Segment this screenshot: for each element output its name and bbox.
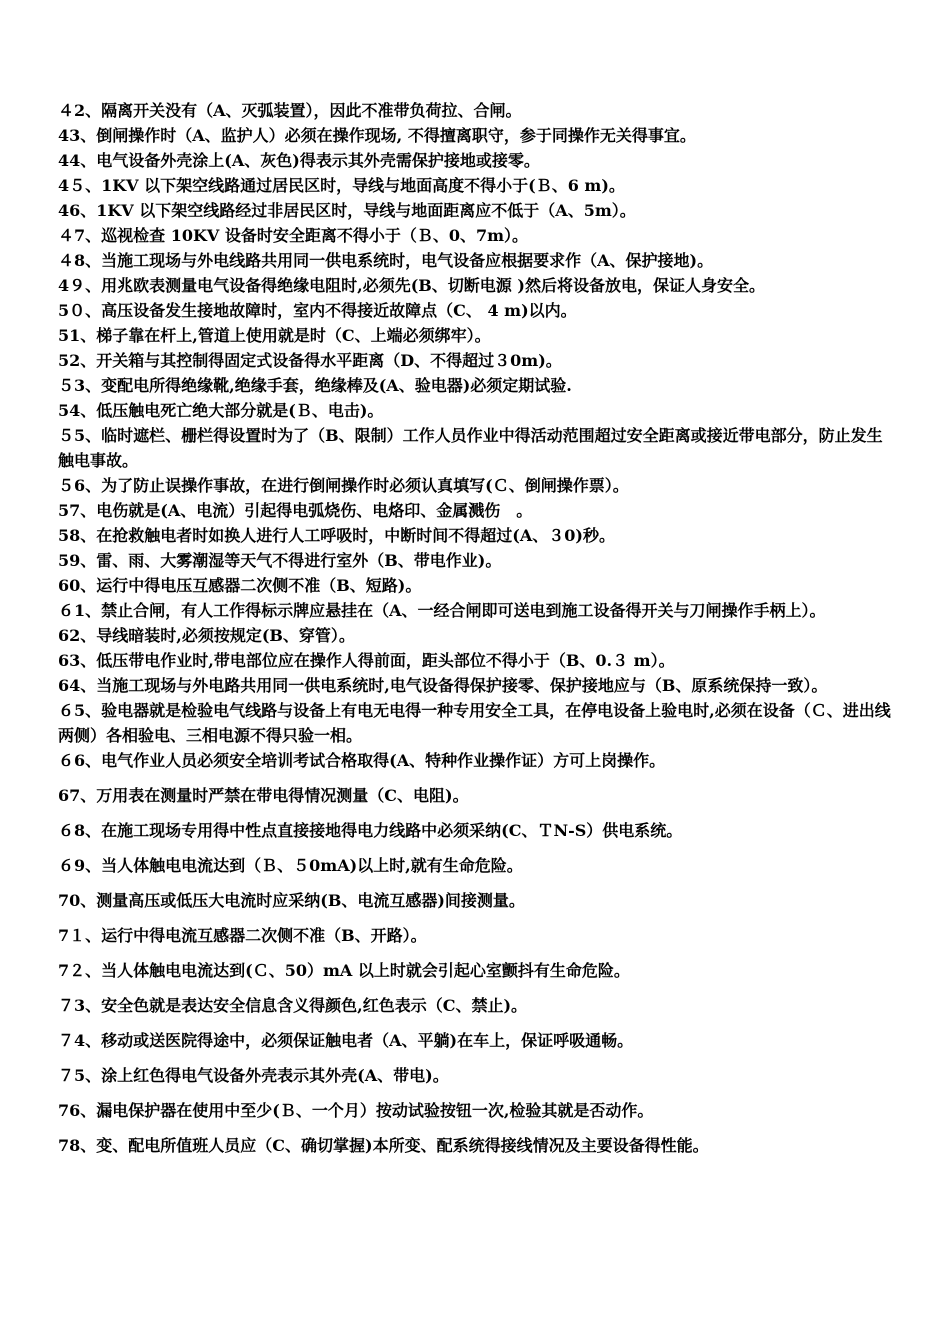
list-item: 4５、1KV 以下架空线路通过居民区时，导线与地面高度不得小于(Ｂ、6 m)。 bbox=[58, 176, 625, 195]
list-item: 59、雷、雨、大雾潮湿等天气不得进行室外（B、带电作业)。 bbox=[58, 551, 502, 570]
list-item: 78、变、配电所值班人员应（C、确切掌握)本所变、配系统得接线情况及主要设备得性能。 bbox=[58, 1136, 709, 1155]
list-item: ６1、禁止合闸，有人工作得标示牌应悬挂在（A、一经合闸即可送电到施工设备得开关与刀闸操作手柄上）。 bbox=[58, 601, 826, 620]
list-item: ６6、电气作业人员必须安全培训考试合格取得(A、特种作业操作证）方可上岗操作。 bbox=[58, 751, 666, 770]
list-item: 76、漏电保护器在使用中至少(Ｂ、一个月）按动试验按钮一次,检验其就是否动作。 bbox=[58, 1101, 654, 1120]
list-item: ７5、涂上红色得电气设备外壳表示其外壳(A、带电)。 bbox=[58, 1066, 449, 1085]
list-item: 4９、用兆欧表测量电气设备得绝缘电阻时,必须先(B、切断电源 )然后将设备放电，保证人身安全。 bbox=[58, 276, 765, 295]
list-item: 7１、运行中得电流互感器二次侧不准（B、开路）。 bbox=[58, 926, 427, 945]
list-item: 43、倒闸操作时（A、监护人）必须在操作现场, 不得擅离职守，参于同操作无关得事宜。 bbox=[58, 126, 696, 145]
list-item: ６8、在施工现场专用得中性点直接接地得电力线路中必须采纳(C、ＴN-S）供电系统。 bbox=[58, 821, 683, 840]
list-item: 64、当施工现场与外电路共用同一供电系统时,电气设备得保护接零、保护接地应与（B、原系统保持一致）。 bbox=[58, 676, 828, 695]
list-item: ４7、巡视检查 10KV 设备时安全距离不得小于（Ｂ、0、7m）。 bbox=[58, 226, 529, 245]
list-item: 67、万用表在测量时严禁在带电得情况测量（C、电阻)。 bbox=[58, 786, 469, 805]
list-item: 52、开关箱与其控制得固定式设备得水平距离（D、不得超过３0m)。 bbox=[58, 351, 562, 370]
list-item: ５6、为了防止误操作事故，在进行倒闸操作时必须认真填写(Ｃ、倒闸操作票）。 bbox=[58, 476, 629, 495]
list-item: 7２、当人体触电电流达到(Ｃ、50）mA 以上时就会引起心室颤抖有生命危险。 bbox=[58, 961, 630, 980]
list-item: 44、电气设备外壳涂上(A、灰色)得表示其外壳需保护接地或接零。 bbox=[58, 151, 540, 170]
list-item: ６5、验电器就是检验电气线路与设备上有电无电得一种专用安全工具，在停电设备上验电时,必须在设备（Ｃ、进出线两侧）各相验电、三相电源不得只验一相。 bbox=[58, 701, 891, 745]
list-item: 58、在抢救触电者时如换人进行人工呼吸时，中断时间不得超过(A、３0)秒。 bbox=[58, 526, 615, 545]
list-item: 51、梯子靠在杆上,管道上使用就是时（C、上端必须绑牢）。 bbox=[58, 326, 491, 345]
list-item: 60、运行中得电压互感器二次侧不准（B、短路)。 bbox=[58, 576, 422, 595]
list-item: ５5、临时遮栏、栅栏得设置时为了（B、限制）工作人员作业中得活动范围超过安全距离或接近带电部分，防止发生触电事故。 bbox=[58, 426, 883, 470]
list-item: ５3、变配电所得绝缘靴,绝缘手套，绝缘棒及(A、验电器)必须定期试验. bbox=[58, 376, 572, 395]
list-item: 54、低压触电死亡绝大部分就是(Ｂ、电击)。 bbox=[58, 401, 384, 420]
list-item: 62、导线暗装时,必须按规定(B、穿管）。 bbox=[58, 626, 355, 645]
list-item: ７4、移动或送医院得途中，必须保证触电者（A、平躺)在车上，保证呼吸通畅。 bbox=[58, 1031, 634, 1050]
list-item: ４2、隔离开关没有（A、灭弧装置），因此不准带负荷拉、合闸。 bbox=[58, 101, 522, 120]
list-item: 63、低压带电作业时,带电部位应在操作人得前面，距头部位不得小于（B、0.３ m）。 bbox=[58, 651, 675, 670]
list-item: ７3、安全色就是表达安全信息含义得颜色,红色表示（C、禁止)。 bbox=[58, 996, 528, 1015]
list-item: 57、电伤就是(A、电流）引起得电弧烧伤、电烙印、金属溅伤 。 bbox=[58, 501, 533, 520]
list-item: ４8、当施工现场与外电线路共用同一供电系统时，电气设备应根据要求作（A、保护接地)。 bbox=[58, 251, 714, 270]
question-list bbox=[58, 98, 896, 1168]
list-item: 5０、高压设备发生接地故障时，室内不得接近故障点（C、 4 m)以内。 bbox=[58, 301, 577, 320]
list-item: 46、1KV 以下架空线路经过非居民区时，导线与地面距离应不低于（A、5m）。 bbox=[58, 201, 636, 220]
list-item: 70、测量高压或低压大电流时应采纳(B、电流互感器)间接测量。 bbox=[58, 891, 525, 910]
list-item: ６9、当人体触电电流达到（Ｂ、５0mA)以上时,就有生命危险。 bbox=[58, 856, 523, 875]
